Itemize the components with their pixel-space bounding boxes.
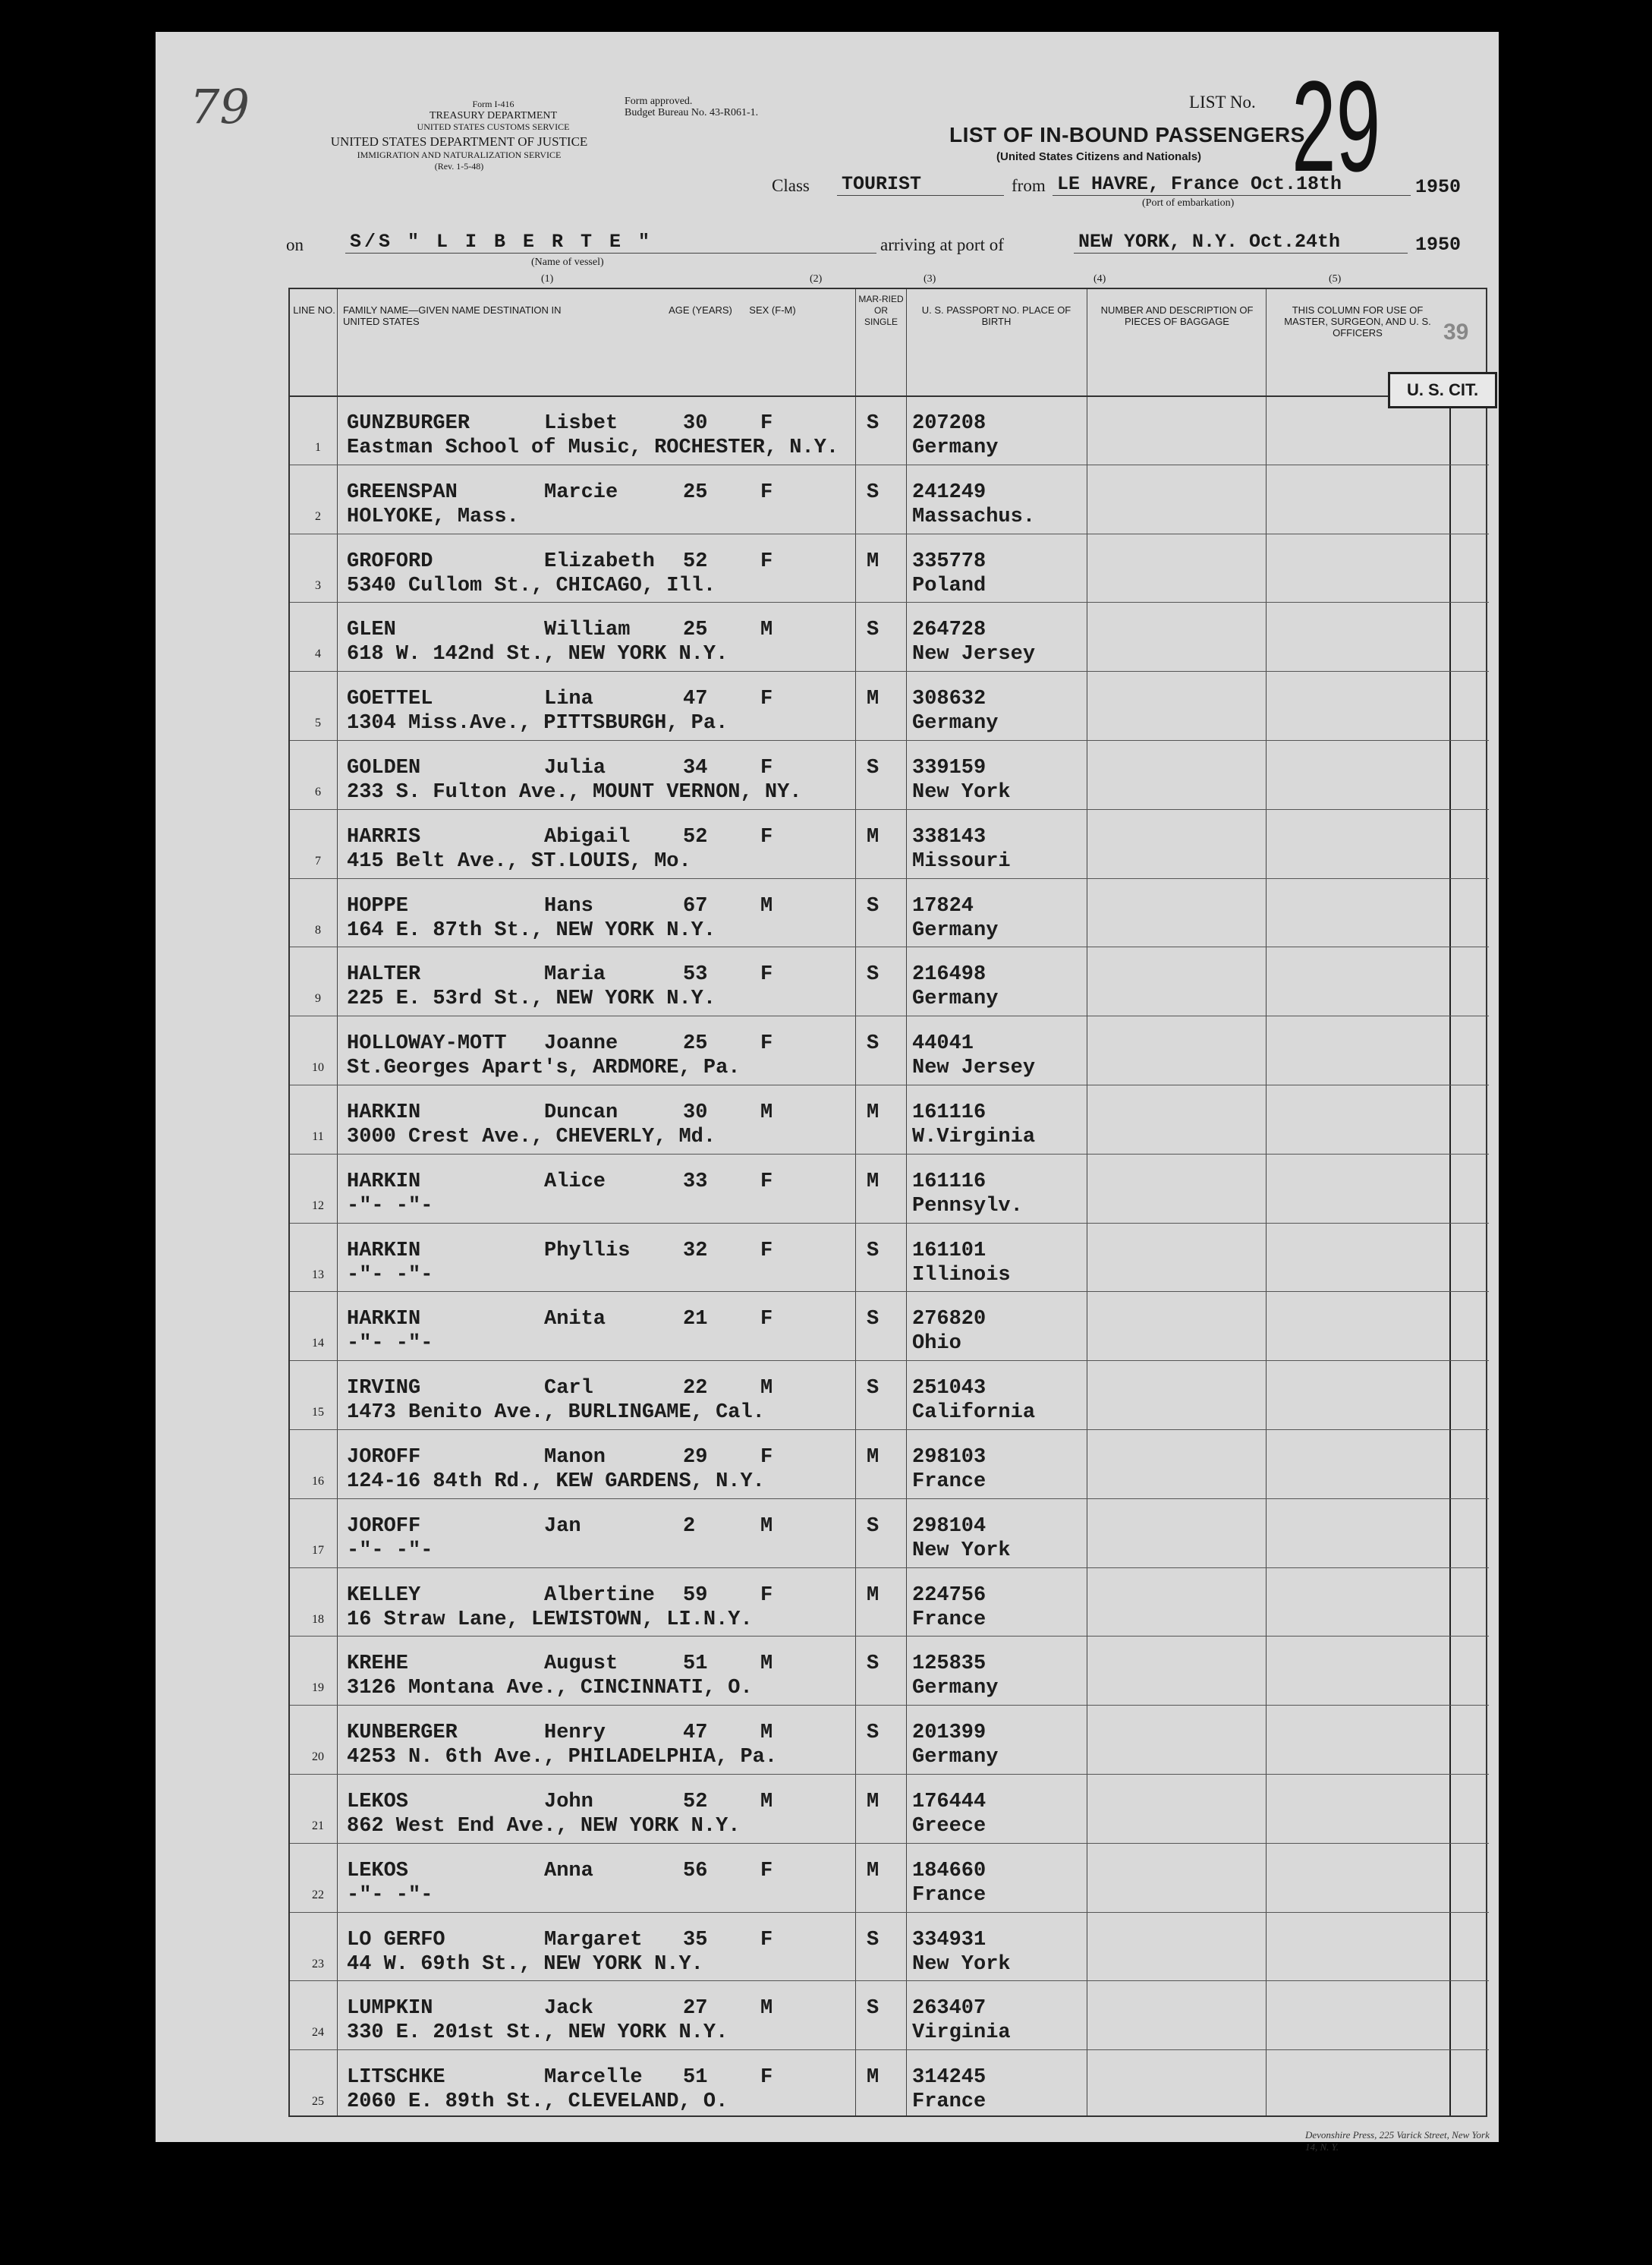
sex-value: F — [760, 963, 773, 987]
table-row — [290, 947, 1489, 1016]
family-name: LO GERFO — [347, 1928, 445, 1952]
sex-value: F — [760, 1239, 773, 1262]
col-header-line: LINE NO. — [293, 304, 335, 316]
line-number: 16 — [312, 1475, 324, 1488]
place-of-birth: Germany — [912, 918, 999, 942]
passport-number: 207208 — [912, 412, 986, 435]
family-name: GREENSPAN — [347, 480, 458, 504]
sex-value: F — [760, 825, 773, 849]
age-value: 53 — [683, 963, 708, 987]
family-name: IRVING — [347, 1377, 421, 1400]
table-row — [290, 1980, 1489, 2049]
place-of-birth: Germany — [912, 436, 999, 459]
treasury-dept: TREASURY DEPARTMENT — [429, 110, 558, 121]
age-value: 56 — [683, 1859, 708, 1882]
family-name: GLEN — [347, 619, 396, 642]
destination: 330 E. 201st St., NEW YORK N.Y. — [347, 2021, 728, 2045]
passport-number: 264728 — [912, 619, 986, 642]
age-value: 52 — [683, 550, 708, 573]
family-name: HARKIN — [347, 1308, 421, 1331]
line-number: 3 — [315, 578, 321, 592]
line-number: 24 — [312, 2026, 324, 2040]
destination: 164 E. 87th St., NEW YORK N.Y. — [347, 918, 716, 942]
sex-value: M — [760, 1791, 773, 1813]
line-number: 18 — [312, 1612, 324, 1626]
page-subtitle: (United States Citizens and Nationals) — [996, 150, 1202, 163]
marital-status: M — [867, 1583, 879, 1607]
passport-number: 17824 — [912, 894, 974, 918]
family-name: HARKIN — [347, 1239, 421, 1262]
given-name: Lisbet — [544, 412, 618, 435]
age-value: 30 — [683, 412, 708, 435]
table-row — [290, 809, 1489, 878]
destination: 3000 Crest Ave., CHEVERLY, Md. — [347, 1126, 716, 1148]
passport-number: 216498 — [912, 963, 986, 987]
table-row — [290, 740, 1489, 809]
marital-status: S — [867, 1928, 879, 1952]
sex-value: F — [760, 550, 773, 573]
sex-value: F — [760, 1583, 773, 1607]
sex-value: M — [760, 1101, 773, 1124]
place-of-birth: Greece — [912, 1815, 986, 1838]
family-name: GOETTEL — [347, 688, 433, 711]
arriving-label: arriving at port of — [880, 235, 1004, 254]
marital-status: M — [867, 688, 879, 711]
sex-value: M — [760, 1514, 773, 1538]
given-name: Joanne — [544, 1032, 618, 1056]
family-name: GUNZBURGER — [347, 412, 470, 435]
place-of-birth: California — [912, 1401, 1036, 1425]
given-name: Julia — [544, 757, 606, 780]
destination: 4253 N. 6th Ave., PHILADELPHIA, Pa. — [347, 1746, 778, 1769]
sex-value: F — [760, 2066, 773, 2090]
place-of-birth: Missouri — [912, 849, 1011, 873]
age-value: 51 — [683, 2066, 708, 2090]
justice-dept: UNITED STATES DEPARTMENT OF JUSTICE — [330, 134, 588, 149]
col-header-officers: THIS COLUMN FOR USE OF MASTER, SURGEON, AND U. S. OFFICERS — [1284, 304, 1431, 339]
age-value: 47 — [683, 1722, 708, 1745]
passport-number: 298103 — [912, 1446, 986, 1469]
family-name: KUNBERGER — [347, 1722, 458, 1745]
passenger-table — [288, 288, 1487, 2117]
line-number: 25 — [312, 2095, 324, 2109]
line-number: 9 — [315, 992, 321, 1006]
marital-status: S — [867, 1377, 879, 1400]
arrival-port: NEW YORK, N.Y. Oct.24th — [1074, 231, 1408, 254]
col-num-3: (3) — [924, 273, 936, 285]
passport-number: 263407 — [912, 1997, 986, 2021]
passport-number: 251043 — [912, 1377, 986, 1400]
passport-number: 334931 — [912, 1928, 986, 1952]
given-name: Maria — [544, 963, 606, 987]
marital-status: M — [867, 550, 879, 573]
age-value: 67 — [683, 894, 708, 918]
destination: 225 E. 53rd St., NEW YORK N.Y. — [347, 988, 716, 1011]
from-label: from — [1012, 176, 1046, 195]
place-of-birth: New York — [912, 781, 1011, 804]
line-number: 15 — [312, 1406, 324, 1419]
marital-status: S — [867, 1308, 879, 1331]
given-name: William — [544, 619, 631, 642]
line-number: 23 — [312, 1957, 324, 1970]
budget-bureau: Budget Bureau No. 43-R061-1. — [625, 107, 759, 118]
given-name: Lina — [544, 688, 593, 711]
destination: 5340 Cullom St., CHICAGO, Ill. — [347, 574, 716, 597]
us-citizen-stamp: U. S. CIT. — [1388, 372, 1497, 408]
family-name: HOLLOWAY-MOTT — [347, 1032, 507, 1056]
form-number: Form I-416 — [472, 99, 514, 109]
family-name: LEKOS — [347, 1791, 409, 1813]
table-row — [290, 602, 1489, 671]
given-name: Abigail — [544, 825, 631, 849]
age-value: 27 — [683, 1997, 708, 2021]
table-row — [290, 878, 1489, 947]
from-value: LE HAVRE, France Oct.18th — [1053, 173, 1411, 196]
place-of-birth: Ohio — [912, 1332, 961, 1356]
line-number: 21 — [312, 1819, 324, 1832]
given-name: Marcie — [544, 480, 618, 504]
place-of-birth: France — [912, 2090, 986, 2114]
table-row — [290, 1912, 1489, 1981]
age-value: 52 — [683, 825, 708, 849]
given-name: Henry — [544, 1722, 606, 1745]
family-name: JOROFF — [347, 1446, 421, 1469]
place-of-birth: New York — [912, 1952, 1011, 1976]
marital-status: S — [867, 412, 879, 435]
col-header-sex: SEX (F-M) — [749, 304, 796, 316]
age-value: 34 — [683, 757, 708, 780]
place-of-birth: France — [912, 1470, 986, 1493]
passport-number: 314245 — [912, 2066, 986, 2090]
sex-value: F — [760, 1308, 773, 1331]
passport-number: 161116 — [912, 1101, 986, 1124]
marital-status: M — [867, 1859, 879, 1882]
ins-service: IMMIGRATION AND NATURALIZATION SERVICE — [357, 150, 562, 160]
family-name: LEKOS — [347, 1859, 409, 1882]
place-of-birth: Germany — [912, 988, 999, 1011]
given-name: Jan — [544, 1514, 581, 1538]
destination: 2060 E. 89th St., CLEVELAND, O. — [347, 2090, 728, 2114]
family-name: JOROFF — [347, 1514, 421, 1538]
given-name: August — [544, 1652, 618, 1676]
place-of-birth: France — [912, 1883, 986, 1907]
sex-value: M — [760, 1722, 773, 1745]
list-no-label: LIST No. — [1189, 93, 1256, 112]
marital-status: S — [867, 757, 879, 780]
family-name: HARKIN — [347, 1101, 421, 1124]
destination: 415 Belt Ave., ST.LOUIS, Mo. — [347, 849, 691, 873]
table-row — [290, 1843, 1489, 1912]
table-row — [290, 1291, 1489, 1360]
year-arrive: 1950 — [1415, 234, 1462, 256]
line-number: 10 — [312, 1061, 324, 1075]
sex-value: F — [760, 688, 773, 711]
place-of-birth: New Jersey — [912, 643, 1036, 666]
sex-value: F — [760, 1170, 773, 1193]
place-of-birth: New Jersey — [912, 1057, 1036, 1080]
place-of-birth: Germany — [912, 712, 999, 736]
given-name: Elizabeth — [544, 550, 655, 573]
given-name: John — [544, 1791, 593, 1813]
sex-value: F — [760, 1928, 773, 1952]
family-name: LUMPKIN — [347, 1997, 433, 2021]
destination: -"- -"- — [347, 1883, 433, 1907]
given-name: Marcelle — [544, 2066, 643, 2090]
table-row — [290, 1360, 1489, 1429]
passport-number: 224756 — [912, 1583, 986, 1607]
age-value: 21 — [683, 1308, 708, 1331]
given-name: Anna — [544, 1859, 593, 1882]
issuing-agency — [277, 99, 641, 172]
line-number: 1 — [315, 441, 321, 454]
col-header-age: AGE (YEARS) — [669, 304, 732, 316]
family-name: HOPPE — [347, 894, 409, 918]
on-label: on — [286, 235, 304, 254]
marital-status: M — [867, 1170, 879, 1193]
family-name: KREHE — [347, 1652, 409, 1676]
marital-status: S — [867, 1239, 879, 1262]
approval-block — [625, 96, 867, 118]
marital-status: S — [867, 619, 879, 642]
passport-number: 241249 — [912, 480, 986, 504]
table-row — [290, 1223, 1489, 1292]
passport-number: 338143 — [912, 825, 986, 849]
place-of-birth: Pennsylv. — [912, 1194, 1023, 1218]
revision: (Rev. 1-5-48) — [434, 161, 484, 172]
table-row — [290, 534, 1489, 603]
age-value: 51 — [683, 1652, 708, 1676]
passport-number: 125835 — [912, 1652, 986, 1676]
col-header-name: FAMILY NAME—GIVEN NAME DESTINATION IN UNITED STATES — [343, 304, 562, 327]
given-name: Duncan — [544, 1101, 618, 1124]
class-label: Class — [772, 176, 810, 195]
line-number: 4 — [315, 647, 321, 661]
destination: 44 W. 69th St., NEW YORK N.Y. — [347, 1952, 703, 1976]
family-name: LITSCHKE — [347, 2066, 445, 2090]
destination: -"- -"- — [347, 1332, 433, 1356]
age-value: 33 — [683, 1170, 708, 1193]
family-name: KELLEY — [347, 1583, 421, 1607]
destination: 233 S. Fulton Ave., MOUNT VERNON, NY. — [347, 781, 802, 804]
col-header-baggage: NUMBER AND DESCRIPTION OF PIECES OF BAGGAGE — [1100, 304, 1254, 327]
destination: St.Georges Apart's, ARDMORE, Pa. — [347, 1057, 741, 1080]
destination: 1304 Miss.Ave., PITTSBURGH, Pa. — [347, 712, 728, 736]
family-name: HARKIN — [347, 1170, 421, 1193]
vessel-name: S/S " L I B E R T E " — [345, 231, 876, 254]
sex-value: F — [760, 757, 773, 780]
sheet-number: 39 — [1443, 320, 1469, 345]
table-row — [290, 1567, 1489, 1637]
destination: -"- -"- — [347, 1539, 433, 1562]
table-row — [290, 1636, 1489, 1705]
sex-value: F — [760, 1446, 773, 1469]
marital-status: S — [867, 963, 879, 987]
family-name: GROFORD — [347, 550, 433, 573]
passport-number: 308632 — [912, 688, 986, 711]
marital-status: M — [867, 2066, 879, 2090]
passport-number: 184660 — [912, 1859, 986, 1882]
table-body — [290, 395, 1489, 2119]
place-of-birth: Poland — [912, 574, 986, 597]
place-of-birth: Germany — [912, 1677, 999, 1700]
table-row — [290, 1085, 1489, 1154]
family-name: GOLDEN — [347, 757, 421, 780]
age-value: 25 — [683, 480, 708, 504]
port-embark-caption: (Port of embarkation) — [1142, 197, 1235, 209]
place-of-birth: New York — [912, 1539, 1011, 1562]
place-of-birth: Virginia — [912, 2021, 1011, 2045]
given-name: Jack — [544, 1997, 593, 2021]
given-name: Alice — [544, 1170, 606, 1193]
line-number: 13 — [312, 1268, 324, 1281]
age-value: 52 — [683, 1791, 708, 1813]
marital-status: S — [867, 1514, 879, 1538]
passport-number: 201399 — [912, 1722, 986, 1745]
destination: 3126 Montana Ave., CINCINNATI, O. — [347, 1677, 753, 1700]
passport-number: 276820 — [912, 1308, 986, 1331]
place-of-birth: W.Virginia — [912, 1126, 1036, 1148]
col-num-1: (1) — [541, 273, 554, 285]
age-value: 47 — [683, 688, 708, 711]
marital-status: S — [867, 1652, 879, 1676]
given-name: Carl — [544, 1377, 593, 1400]
place-of-birth: Germany — [912, 1746, 999, 1769]
given-name: Phyllis — [544, 1239, 631, 1262]
age-value: 2 — [683, 1514, 696, 1538]
marital-status: S — [867, 480, 879, 504]
marital-status: S — [867, 1722, 879, 1745]
given-name: Albertine — [544, 1583, 655, 1607]
place-of-birth: Illinois — [912, 1263, 1011, 1287]
destination: HOLYOKE, Mass. — [347, 505, 519, 528]
age-value: 30 — [683, 1101, 708, 1124]
table-row — [290, 1429, 1489, 1498]
line-number: 12 — [312, 1199, 324, 1212]
col-header-passport: U. S. PASSPORT NO. PLACE OF BIRTH — [921, 304, 1071, 327]
destination: 1473 Benito Ave., BURLINGAME, Cal. — [347, 1401, 765, 1425]
marital-status: M — [867, 1446, 879, 1469]
marital-status: S — [867, 1997, 879, 2021]
age-value: 32 — [683, 1239, 708, 1262]
destination: -"- -"- — [347, 1263, 433, 1287]
passenger-list-page — [156, 32, 1499, 2153]
table-row — [290, 671, 1489, 740]
place-of-birth: Massachus. — [912, 505, 1036, 528]
sex-value: F — [760, 1032, 773, 1056]
line-number: 19 — [312, 1681, 324, 1695]
sex-value: M — [760, 894, 773, 918]
year-from: 1950 — [1415, 176, 1462, 198]
age-value: 29 — [683, 1446, 708, 1469]
given-name: Margaret — [544, 1928, 643, 1952]
corner-mark: 79 — [190, 79, 250, 134]
col-num-2: (2) — [810, 273, 823, 285]
table-row — [290, 1016, 1489, 1085]
line-number: 8 — [315, 923, 321, 937]
passport-number: 335778 — [912, 550, 986, 573]
given-name: Manon — [544, 1446, 606, 1469]
line-number: 2 — [315, 509, 321, 523]
sex-value: M — [760, 619, 773, 642]
sex-value: M — [760, 1652, 773, 1676]
passport-number: 176444 — [912, 1791, 986, 1813]
destination: 618 W. 142nd St., NEW YORK N.Y. — [347, 643, 728, 666]
passport-number: 44041 — [912, 1032, 974, 1056]
destination: 16 Straw Lane, LEWISTOWN, LI.N.Y. — [347, 1608, 753, 1631]
passport-number: 161101 — [912, 1239, 986, 1262]
passport-number: 161116 — [912, 1170, 986, 1193]
col-num-4: (4) — [1093, 273, 1106, 285]
age-value: 25 — [683, 1032, 708, 1056]
form-approved: Form approved. — [625, 96, 693, 107]
given-name: Hans — [544, 894, 593, 918]
sex-value: F — [760, 1859, 773, 1882]
place-of-birth: France — [912, 1608, 986, 1631]
table-row — [290, 1154, 1489, 1223]
line-number: 22 — [312, 1888, 324, 1901]
table-row — [290, 1498, 1489, 1567]
line-number: 11 — [312, 1130, 324, 1143]
destination: -"- -"- — [347, 1194, 433, 1218]
sex-value: F — [760, 412, 773, 435]
line-number: 14 — [312, 1337, 324, 1350]
given-name: Anita — [544, 1308, 606, 1331]
age-value: 25 — [683, 619, 708, 642]
line-number: 7 — [315, 854, 321, 868]
marital-status: S — [867, 894, 879, 918]
printer-imprint: Devonshire Press, 225 Varick Street, New York 14, N. Y. — [1305, 2129, 1490, 2153]
table-row — [290, 465, 1489, 534]
table-row — [290, 1705, 1489, 1774]
list-number: 29 — [1292, 55, 1381, 199]
col-header-married: MAR-RIED OR SINGLE — [858, 294, 904, 327]
destination: Eastman School of Music, ROCHESTER, N.Y. — [347, 436, 839, 459]
family-name: HARRIS — [347, 825, 421, 849]
class-value: TOURIST — [837, 173, 1004, 196]
destination: 124-16 84th Rd., KEW GARDENS, N.Y. — [347, 1470, 765, 1493]
age-value: 35 — [683, 1928, 708, 1952]
col-num-5: (5) — [1329, 273, 1342, 285]
marital-status: S — [867, 1032, 879, 1056]
line-number: 20 — [312, 1750, 324, 1764]
marital-status: M — [867, 1791, 879, 1813]
table-row — [290, 395, 1489, 465]
table-row — [290, 2049, 1489, 2119]
age-value: 22 — [683, 1377, 708, 1400]
family-name: HALTER — [347, 963, 421, 987]
sex-value: M — [760, 1377, 773, 1400]
age-value: 59 — [683, 1583, 708, 1607]
passport-number: 339159 — [912, 757, 986, 780]
sex-value: F — [760, 480, 773, 504]
line-number: 5 — [315, 717, 321, 730]
passport-number: 298104 — [912, 1514, 986, 1538]
vessel-caption: (Name of vessel) — [531, 257, 604, 268]
table-row — [290, 1774, 1489, 1843]
line-number: 6 — [315, 786, 321, 799]
customs-service: UNITED STATES CUSTOMS SERVICE — [417, 121, 570, 132]
marital-status: M — [867, 1101, 879, 1124]
marital-status: M — [867, 825, 879, 849]
page-title: LIST OF IN-BOUND PASSENGERS — [949, 123, 1305, 146]
sex-value: M — [760, 1997, 773, 2021]
destination: 862 West End Ave., NEW YORK N.Y. — [347, 1815, 741, 1838]
line-number: 17 — [312, 1543, 324, 1557]
